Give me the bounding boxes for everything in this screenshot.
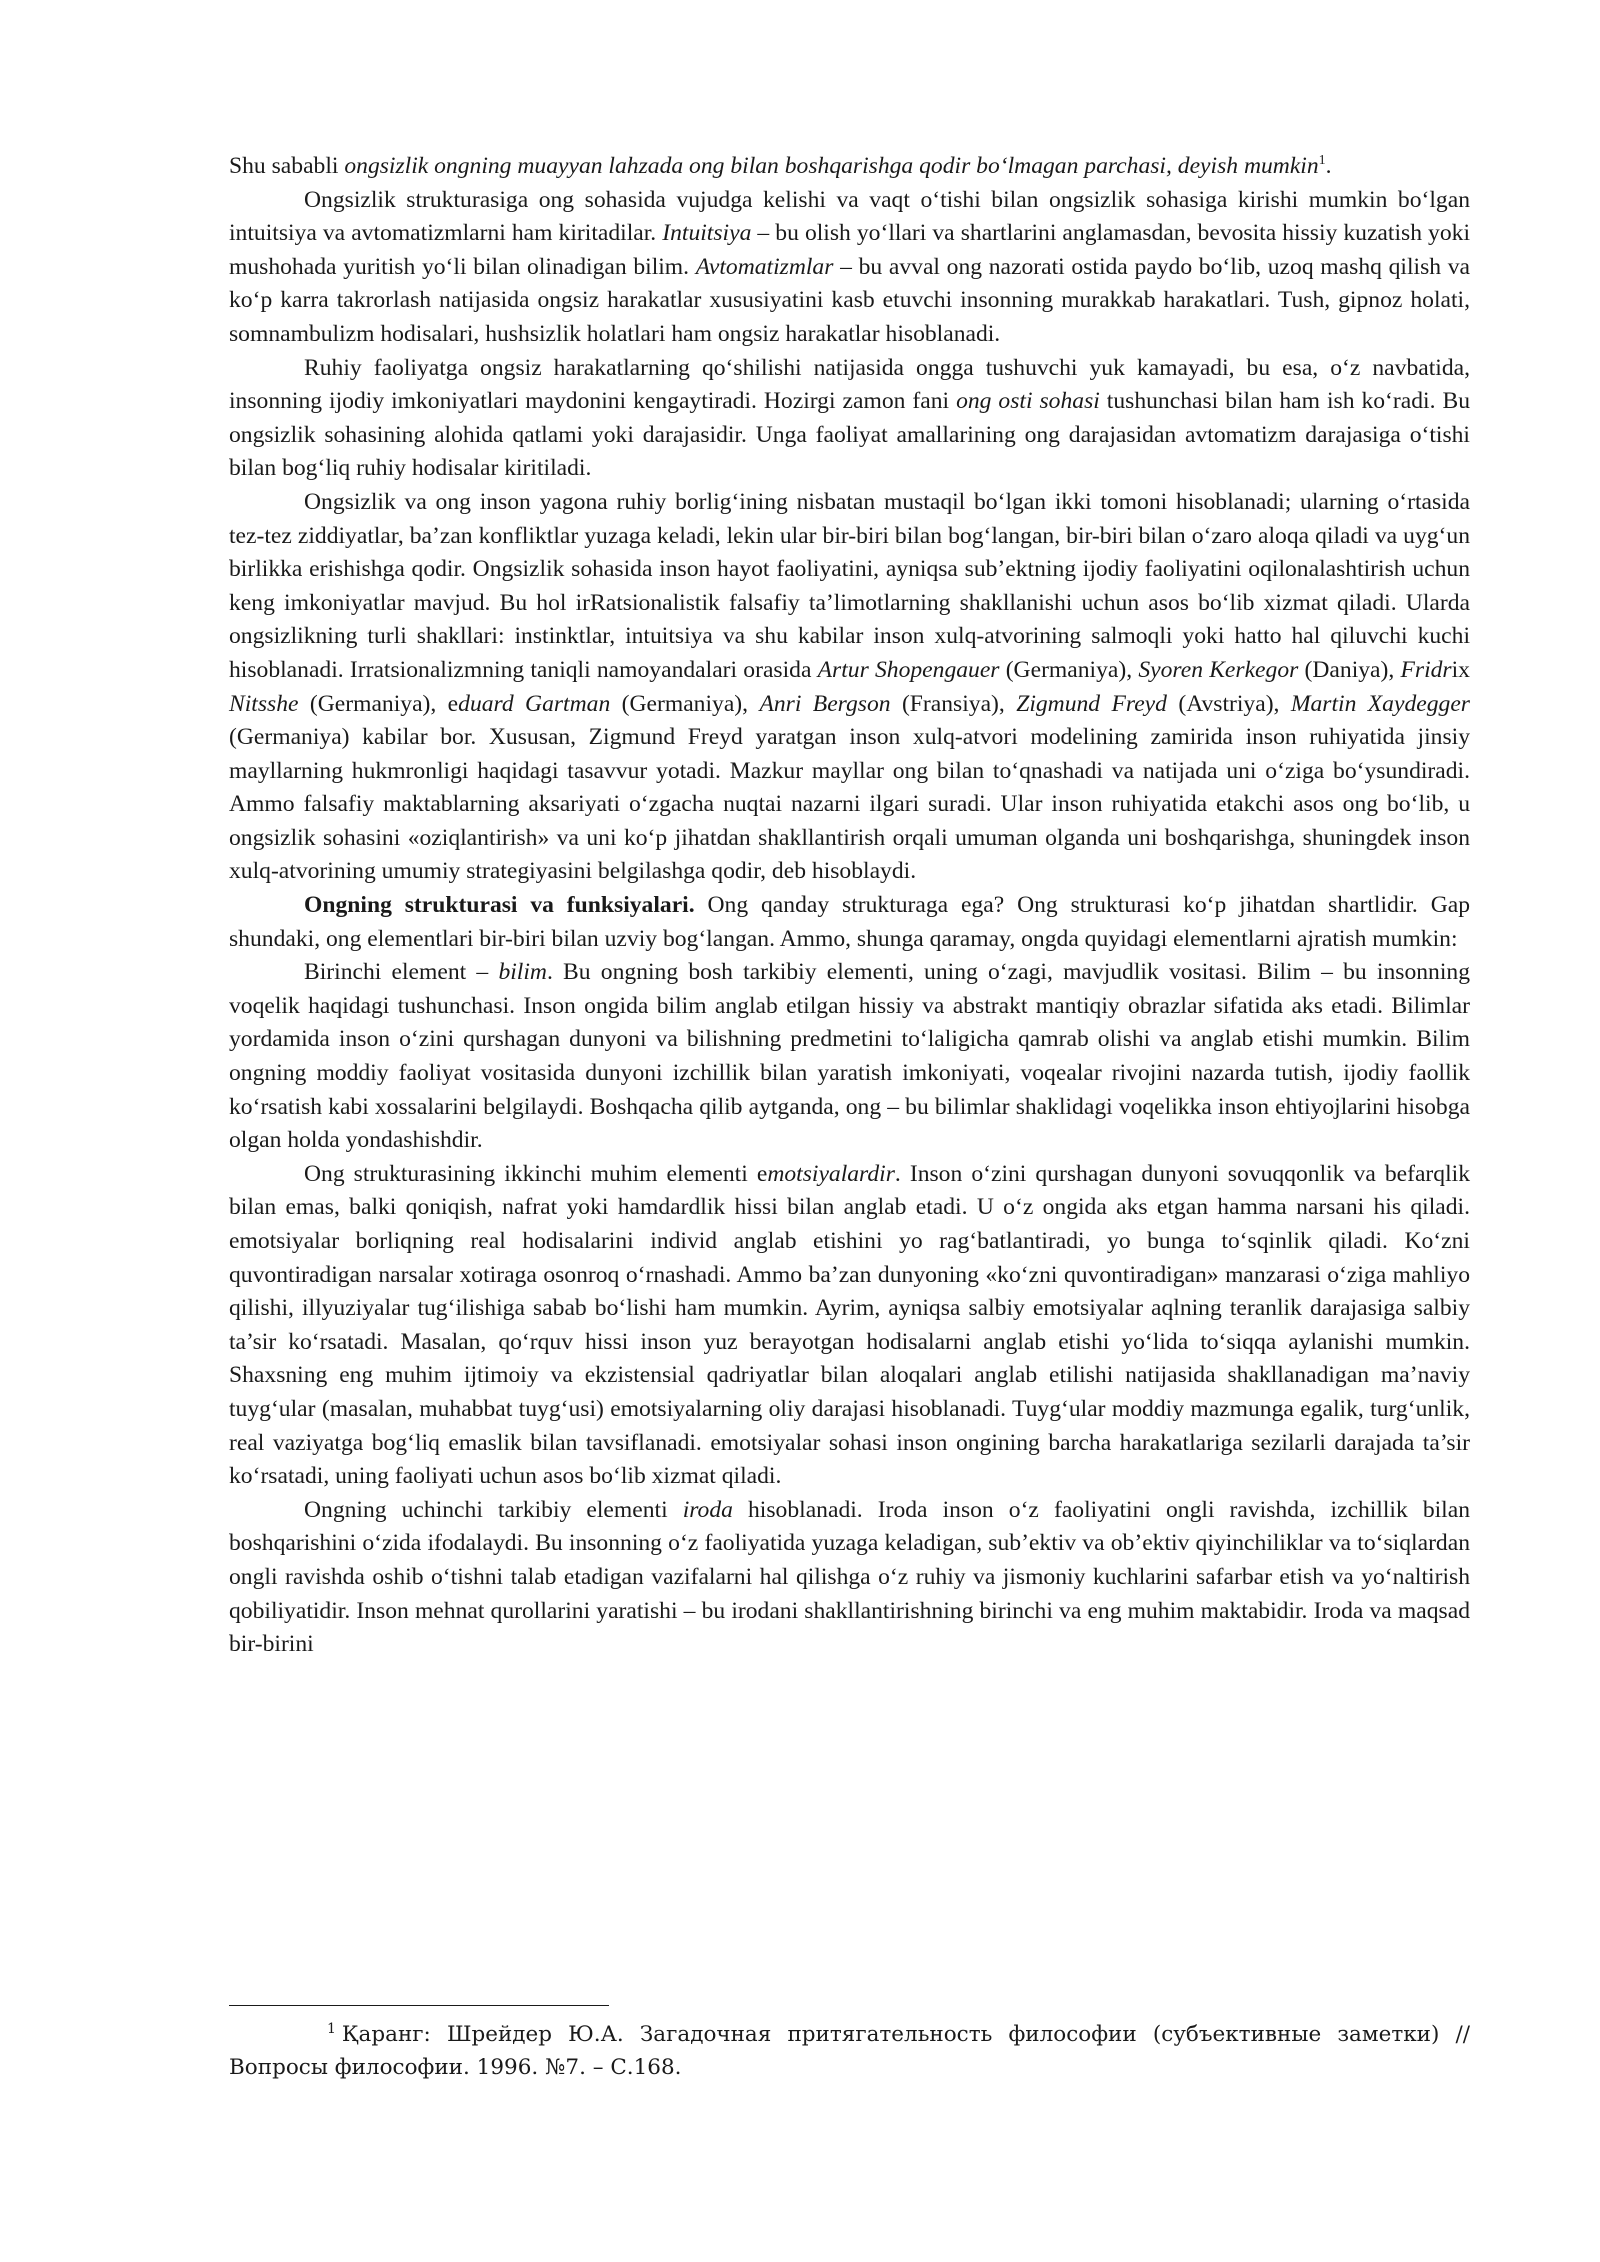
italic-text-run: Artur Shopengauer (817, 656, 1000, 683)
italic-text-run: motsiyalardir (767, 1160, 895, 1187)
footnote-text: Қаранг: Шрейдер Ю.А. Загадочная притягательность философии (субъективные заметки) // Вопросы философии. 1996. №7. – С.168. (229, 2022, 1470, 2080)
text-run: (Daniya), (1298, 656, 1401, 683)
text-run: Birinchi element – (304, 959, 499, 986)
text-run: Ongsizlik va ong inson yagona ruhiy borlig‘ining nisbatan mustaqil bo‘lgan ikki tomoni hisoblanadi; ularning o‘rtasida tez-tez ziddiyatlar, ba’zan konfliktlar yuzaga keladi, lekin ular bir-biri bilan bog‘langan, bir-biri bilan o‘zaro aloqa qiladi va uyg‘un birlikka erishishga qodir. Ongsizlik sohasida inson hayot faoliyatini, ayniqsa sub’ektning ijodiy faoliyatini oqilonalashtirish uchun keng imkoniyatlar mavjud. Bu hol irRatsionalistik falsafiy ta’limotlarning shakllanishi uchun asos bo‘lib xizmat qiladi. Ularda ongsizlikning turli shakllari: instinktlar, intuitsiya va shu kabilar inson xulq-atvorining salmoqli yoki hatto hal qiluvchi kuchi hisoblanadi. Irratsionalizmning taniqli namoyandalari orasida (229, 488, 1470, 683)
italic-text-run: ongsizlik ongning muayyan lahzada ong bilan boshqarishga qodir bo‘lmagan parchasi, deyish mumkin (344, 153, 1319, 179)
text-run: – bu olish yo‘llari va shartlarini anglamasdan, bevosita hissiy kuzatish yoki mushohada yuritish yo‘li bilan olinadigan bilim. (229, 220, 1470, 280)
text-run: ix (1451, 656, 1470, 683)
paragraph-p2 (229, 352, 1470, 486)
section-heading: Ongning strukturasi va funksiyalari. (304, 892, 695, 919)
text-run: Ongning uchinchi tarkibiy elementi (304, 1496, 683, 1523)
text-run: Ong strukturasining ikkinchi muhim elementi e (304, 1160, 768, 1187)
text-run: (Avstriya), (1166, 690, 1291, 717)
footnote-separator (229, 2005, 609, 2006)
text-run: Shu sababli (229, 153, 345, 179)
italic-text-run: Syoren Kerkegor (1138, 656, 1299, 683)
paragraph-p6 (229, 1158, 1470, 1494)
text-run: (Germaniya), (610, 690, 760, 717)
italic-text-run: Martin Xaydegger (1290, 690, 1470, 717)
footnote-reference: 1 (1318, 153, 1326, 169)
text-run: – bu avval ong nazorati ostida paydo bo‘lib, uzoq mashq qilish va ko‘p karra takrorlash natijasida ongsiz harakatlar xususiyatini kasb etuvchi insonning murakkab harakatlari. Tush, gipnoz holati, somnambulizm hodisalari, hushsizlik holatlari ham ongsiz harakatlar hisoblanadi. (229, 253, 1471, 347)
paragraph-p5 (229, 956, 1470, 1158)
text-run: Ruhiy faoliyatga ongsiz harakatlarning qo‘shilishi natijasida ongga tushuvchi yuk kamayadi, bu esa, o‘z navbatida, insonning ijodiy imkoniyatlari maydonini kengaytiradi. Hozirgi zamon fani (229, 354, 1470, 415)
footnote-number: 1 (327, 2020, 336, 2037)
text-run: . (1325, 153, 1332, 179)
paragraph-p7 (229, 1494, 1470, 1662)
italic-text-run: Zigmund Freyd (1016, 690, 1167, 717)
document-body (229, 150, 1470, 1662)
italic-text-run: bilim (498, 959, 547, 986)
text-run: Ong qanday strukturaga ega? Ong strukturasi ko‘p jihatdan shartlidir. Gap shundaki, ong elementlari bir-biri bilan uzviy bog‘langan. Ammo, shunga qaramay, ongda quyidagi elementlarni ajratish mumkin: (229, 892, 1470, 952)
italic-text-run: Nitsshe (229, 690, 299, 717)
italic-text-run: ong osti sohasi (956, 388, 1100, 415)
text-run: (Germaniya), (999, 656, 1139, 683)
paragraph-p0 (229, 150, 1470, 184)
paragraph-p1 (229, 184, 1470, 352)
italic-text-run: Fridr (1400, 656, 1452, 683)
italic-text-run: Anri Bergson (759, 690, 891, 717)
text-run: hisoblanadi. Iroda inson o‘z faoliyatini ongli ravishda, izchillik bilan boshqarishini o‘zida ifodalaydi. Bu insonning o‘z faoliyatida yuzaga keladigan, sub’ektiv va ob’ektiv qiyinchiliklar va to‘siqlardan ongli ravishda oshib o‘tishni talab etadigan vazifalarni hal qilishga o‘z ruhiy va jismoniy kuchlarini safarbar etish va yo‘naltirish qobiliyatidir. Inson mehnat qurollarini yaratishi – bu irodani shakllantirishning birinchi va eng muhim maktabidir. Iroda va maqsad bir-birini (229, 1496, 1471, 1658)
italic-text-run: Avtomatizmlar (695, 253, 834, 280)
text-run: (Germaniya) kabilar bor. Xususan, Zigmund Freyd yaratgan inson xulq-atvori modelining zamirida inson ruhiyatida jinsiy mayllarning hukmronligi haqidagi tasavvur yotadi. Mazkur mayllar ong bilan to‘qnashadi va natijada uni o‘ziga bo‘ysundiradi. Ammo falsafiy maktablarning aksariyati o‘zgacha nuqtai nazarni ilgari suradi. Ular inson ruhiyatida etakchi asos ong bo‘lib, u ongsizlik sohasini «oziqlantirish» va uni ko‘p jihatdan shakllantirish orqali umuman olganda uni boshqarishga, shuningdek inson xulq-atvorining umumiy strategiyasini belgilashga qodir, deb hisoblaydi. (229, 724, 1470, 885)
italic-text-run: iroda (682, 1496, 733, 1523)
text-run: (Fransiya), (890, 690, 1017, 717)
text-run: Ongsizlik strukturasiga ong sohasida vujudga kelishi va vaqt o‘tishi bilan ongsizlik sohasiga kirishi mumkin bo‘lgan intuitsiya va avtomatizmlarni ham kiritadilar. (229, 186, 1470, 247)
paragraph-p4 (229, 889, 1470, 956)
italic-text-run: duard Gartman (458, 690, 611, 717)
text-run: tushunchasi bilan ham ish ko‘radi. Bu ongsizlik sohasining alohida qatlami yoki darajasidir. Unga faoliyat amallarining ong darajasidan avtomatizm darajasiga o‘tishi bilan bog‘liq ruhiy hodisalar kiritiladi. (229, 388, 1471, 482)
text-run: . Bu ongning bosh tarkibiy elementi, uning o‘zagi, mavjudlik vositasi. Bilim – bu insonning voqelik haqidagi tushunchasi. Inson ongida bilim anglab etilgan hissiy va abstrakt mantiqiy obrazlar sifatida aks etadi. Bilimlar yordamida inson o‘zini qurshagan dunyoni va bilishning predmetini to‘laligicha qamrab olishi va anglab etishi mumkin. Bilim ongning moddiy faoliyat vositasida dunyoni izchillik bilan yaratish imkoniyati, voqealar rivojini nazarda tutish, ijodiy faollik ko‘rsatish kabi xossalarini belgilaydi. Boshqacha qilib aytganda, ong – bu bilimlar shaklidagi voqelikka inson ehtiyojlarini hisobga olgan holda yondashishdir. (229, 959, 1471, 1154)
text-run: . Inson o‘zini qurshagan dunyoni sovuqqonlik va befarqlik bilan emas, balki qoniqish, nafrat yoki hamdardlik hissi bilan anglab etadi. U o‘z ongida aks etgan hamma narsani his qiladi. emotsiyalar borliqning real hodisalarini individ anglab etishini yo rag‘batlantiradi, yo bunga to‘sqinlik qiladi. Ko‘zni quvontiradigan narsalar xotiraga osonroq o‘rnashadi. Ammo ba’zan dunyoning «ko‘zni quvontiradigan» manzarasi o‘ziga mahliyo qilishi, illyuziyalar tug‘ilishiga sabab bo‘lishi ham mumkin. Ayrim, ayniqsa salbiy emotsiyalar aqlning teranlik darajasiga salbiy ta’sir ko‘rsatadi. Masalan, qo‘rquv hissi inson yuz berayotgan hodisalarni anglab etishi yo‘lida to‘siqqa aylanishi mumkin. Shaxsning eng muhim ijtimoiy va ekzistensial qadriyatlar bilan aloqalari anglab etilishi natijasida shakllanadigan ma’naviy tuyg‘ular (masalan, muhabbat tuyg‘usi) emotsiyalarning oliy darajasi hisoblanadi. Tuyg‘ular moddiy mazmunga egalik, turg‘unlik, real vaziyatga bog‘liq emaslik bilan tavsiflanadi. emotsiyalar sohasi inson ongining barcha harakatlariga sezilarli darajada ta’sir ko‘rsatadi, uning faoliyati uchun asos bo‘lib xizmat qiladi. (229, 1160, 1470, 1490)
italic-text-run: Intuitsiya (662, 220, 752, 247)
footnote (229, 2018, 1470, 2084)
text-run: (Germaniya), e (298, 690, 459, 717)
paragraph-p3 (229, 486, 1470, 889)
